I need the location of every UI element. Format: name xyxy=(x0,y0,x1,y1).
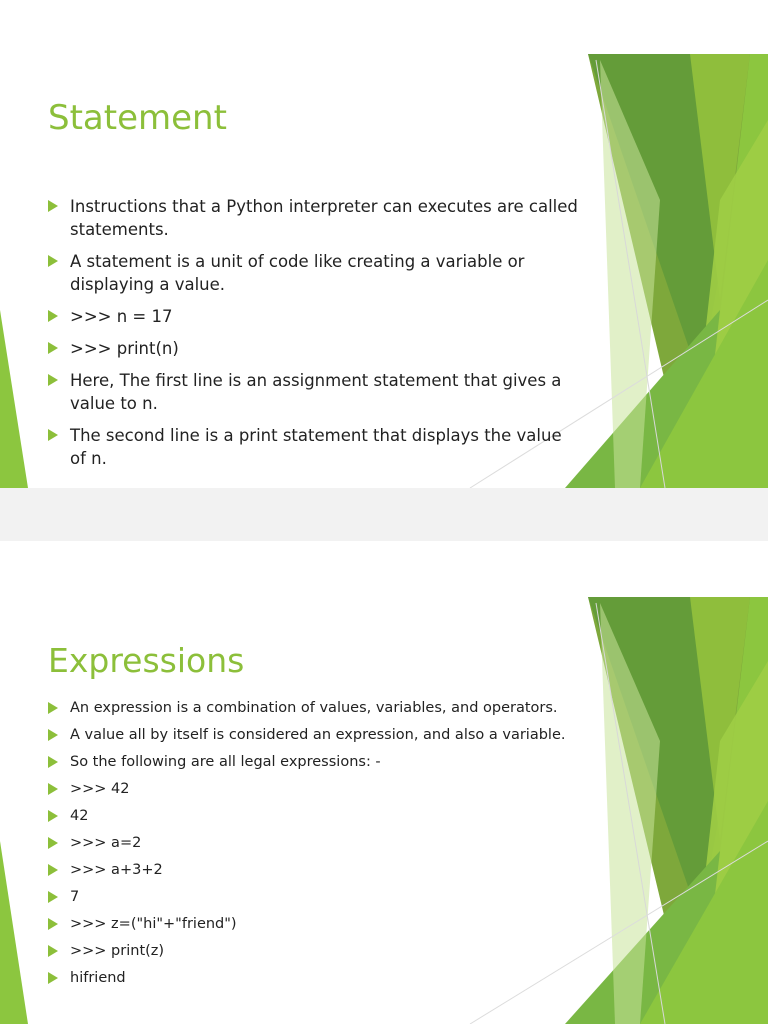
bullet-arrow-icon xyxy=(48,310,58,322)
bullet-item xyxy=(48,250,578,296)
bullet-arrow-icon xyxy=(48,729,58,741)
bullet-arrow-icon xyxy=(48,374,58,386)
bullet-item xyxy=(48,337,578,360)
bullet-text: Instructions that a Python interpreter can executes are called statements. xyxy=(70,197,578,239)
slide-expressions xyxy=(0,541,768,1024)
bullet-arrow-icon xyxy=(48,837,58,849)
bullet-item xyxy=(48,753,578,771)
bullet-item xyxy=(48,780,578,798)
bullet-item xyxy=(48,969,578,987)
bullet-arrow-icon xyxy=(48,756,58,768)
bullet-item xyxy=(48,369,578,415)
bullet-text: An expression is a combination of values, variables, and operators. xyxy=(70,700,558,716)
bullet-text: 42 xyxy=(70,808,89,824)
bullet-arrow-icon xyxy=(48,783,58,795)
bullet-arrow-icon xyxy=(48,255,58,267)
slide-title: Expressions xyxy=(48,641,245,680)
bullet-text: Here, The first line is an assignment statement that gives a value to n. xyxy=(70,371,562,413)
bullet-text: 7 xyxy=(70,889,80,905)
bullet-arrow-icon xyxy=(48,810,58,822)
bullet-arrow-icon xyxy=(48,429,58,441)
bullet-text: So the following are all legal expressions: - xyxy=(70,754,381,770)
bullet-item xyxy=(48,861,578,879)
slide-gap xyxy=(0,488,768,541)
bullet-item xyxy=(48,888,578,906)
bullet-item xyxy=(48,699,578,717)
bullet-text: >>> a+3+2 xyxy=(70,862,163,878)
bullet-item xyxy=(48,726,578,744)
bullet-item xyxy=(48,834,578,852)
bullet-arrow-icon xyxy=(48,342,58,354)
bullet-arrow-icon xyxy=(48,891,58,903)
bullet-arrow-icon xyxy=(48,972,58,984)
bullet-item xyxy=(48,942,578,960)
bullet-text: >>> print(n) xyxy=(70,339,179,358)
bullet-arrow-icon xyxy=(48,918,58,930)
slide-title: Statement xyxy=(48,98,227,138)
bullet-text: >>> a=2 xyxy=(70,835,142,851)
bullet-arrow-icon xyxy=(48,200,58,212)
slide-statement xyxy=(0,0,768,488)
bullet-item xyxy=(48,305,578,328)
bullet-list xyxy=(48,699,578,996)
bullet-item xyxy=(48,195,578,241)
bullet-item xyxy=(48,807,578,825)
bullet-text: The second line is a print statement that displays the value of n. xyxy=(70,426,562,468)
bullet-arrow-icon xyxy=(48,702,58,714)
bullet-item xyxy=(48,915,578,933)
bullet-text: A value all by itself is considered an expression, and also a variable. xyxy=(70,727,566,743)
bullet-text: >>> n = 17 xyxy=(70,307,173,326)
bullet-text: >>> z=("hi"+"friend") xyxy=(70,916,237,932)
bullet-arrow-icon xyxy=(48,945,58,957)
bullet-list xyxy=(48,195,578,479)
bullet-text: A statement is a unit of code like creating a variable or displaying a value. xyxy=(70,252,525,294)
bullet-text: hifriend xyxy=(70,970,126,986)
bullet-text: >>> print(z) xyxy=(70,943,165,959)
bullet-text: >>> 42 xyxy=(70,781,130,797)
bullet-item xyxy=(48,424,578,470)
bullet-arrow-icon xyxy=(48,864,58,876)
